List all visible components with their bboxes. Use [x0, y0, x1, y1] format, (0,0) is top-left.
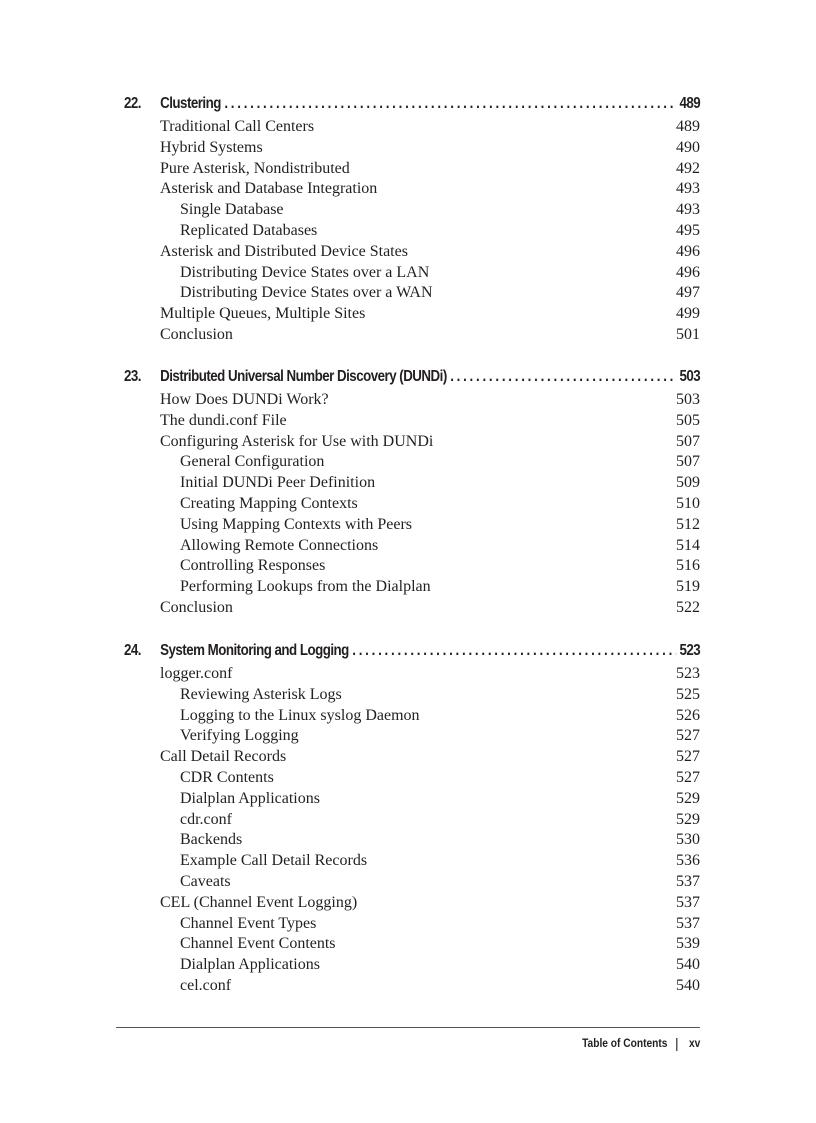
toc-entry[interactable]: [124, 494, 700, 515]
toc-entry[interactable]: [124, 179, 700, 200]
toc-entry[interactable]: [124, 221, 700, 242]
toc-entry-page: 507: [676, 432, 700, 450]
toc-entry[interactable]: [124, 685, 700, 706]
chapter-page: 489: [679, 95, 701, 112]
toc-entry[interactable]: [124, 473, 700, 494]
toc-entry-page: 496: [676, 242, 700, 260]
toc-entry-page: 496: [676, 263, 700, 281]
toc-entry-page: 507: [676, 453, 700, 471]
toc-entry-page: 492: [676, 159, 700, 177]
toc-entry[interactable]: [124, 598, 700, 619]
toc-entry[interactable]: [124, 411, 700, 432]
toc-entry[interactable]: [124, 872, 700, 893]
toc-entry-page: 497: [676, 284, 700, 302]
page-footer: [567, 1034, 700, 1052]
toc-entry[interactable]: [124, 242, 700, 263]
toc-entry-page: 514: [676, 536, 700, 554]
toc-entry[interactable]: [124, 914, 700, 935]
toc-entry[interactable]: [124, 976, 700, 997]
toc-entry-page: 490: [676, 138, 700, 156]
toc-entry-page: 529: [676, 789, 700, 807]
section-list: [124, 117, 700, 346]
toc-entry-page: 509: [676, 474, 700, 492]
toc-entry[interactable]: [124, 955, 700, 976]
toc-entry-page: 525: [676, 685, 700, 703]
toc-entry-page: 510: [676, 494, 700, 512]
footer-page-number: xv: [688, 1036, 700, 1050]
toc-entry-title: How Does DUNDi Work?: [160, 391, 329, 408]
toc-entry-title: Distributing Device States over a WAN: [180, 284, 433, 302]
toc-entry[interactable]: [124, 893, 700, 914]
toc-entry[interactable]: [124, 117, 700, 138]
toc-entry-page: 540: [676, 956, 700, 974]
toc-entry-page: 540: [676, 976, 700, 994]
chapter-23: [124, 367, 700, 619]
footer-rule: [116, 1027, 700, 1028]
toc-entry-page: 516: [676, 557, 700, 575]
chapter-title: Distributed Universal Number Discovery (DUNDi): [160, 368, 447, 385]
chapter-number: 23.: [124, 368, 141, 385]
toc-entry[interactable]: [124, 325, 700, 346]
toc-entry-title: Multiple Queues, Multiple Sites: [160, 305, 366, 323]
toc-entry[interactable]: [124, 283, 700, 304]
toc-entry-title: CDR Contents: [180, 768, 274, 786]
toc-entry[interactable]: [124, 556, 700, 577]
toc-entry-title: Conclusion: [160, 325, 233, 343]
toc-entry-title: Hybrid Systems: [160, 138, 263, 156]
toc-entry-page: 529: [676, 810, 700, 828]
toc-entry-title: Replicated Databases: [180, 221, 318, 239]
toc-entry[interactable]: [124, 515, 700, 536]
toc-entry[interactable]: [124, 747, 700, 768]
chapter-title: Clustering: [160, 95, 221, 112]
toc-entry-title: cel.conf: [180, 976, 232, 994]
toc-entry-title: Dialplan Applications: [180, 789, 320, 807]
toc-entry-page: 501: [676, 325, 700, 343]
toc-entry-title: General Configuration: [180, 453, 325, 471]
toc-entry-page: 539: [676, 935, 700, 953]
toc-entry-title: Initial DUNDi Peer Definition: [180, 474, 376, 492]
toc-entry-title: Reviewing Asterisk Logs: [180, 685, 342, 703]
toc-entry-title: Call Detail Records: [160, 748, 287, 766]
chapter-22: [124, 94, 700, 346]
toc-entry-page: 530: [676, 831, 700, 849]
toc-entry-page: 505: [676, 411, 700, 429]
toc-entry-title: Channel Event Types: [180, 914, 317, 932]
toc-entry-title: Caveats: [180, 872, 231, 890]
toc-entry-title: Configuring Asterisk for Use with DUNDi: [160, 432, 434, 450]
toc-entry-title: Single Database: [180, 201, 284, 219]
toc-entry[interactable]: [124, 768, 700, 789]
toc-entry[interactable]: [124, 664, 700, 685]
toc-entry-title: Distributing Device States over a LAN: [180, 263, 430, 281]
chapter-number: 24.: [124, 642, 141, 659]
toc-entry-title: logger.conf: [160, 665, 233, 682]
toc-entry[interactable]: [124, 159, 700, 180]
toc-entry-page: 526: [676, 706, 700, 724]
toc-entry-page: 527: [676, 748, 700, 766]
dot-leader: [450, 367, 676, 387]
toc-entry-title: Using Mapping Contexts with Peers: [180, 515, 412, 533]
toc-entry-page: 489: [676, 118, 700, 135]
toc-entry[interactable]: [124, 138, 700, 159]
toc-entry-page: 493: [676, 201, 700, 219]
toc-entry-page: 523: [676, 665, 700, 682]
toc-entry-title: Controlling Responses: [180, 557, 326, 575]
toc-entry[interactable]: [124, 851, 700, 872]
toc-entry-title: The dundi.conf File: [160, 411, 287, 429]
toc-entry-title: Dialplan Applications: [180, 956, 320, 974]
toc-entry-title: cdr.conf: [180, 810, 232, 828]
toc-entry-title: Verifying Logging: [180, 727, 299, 745]
toc-entry-page: 503: [676, 391, 700, 408]
toc-entry-title: Performing Lookups from the Dialplan: [180, 578, 431, 596]
toc-entry-title: CEL (Channel Event Logging): [160, 893, 358, 911]
toc-entry-title: Conclusion: [160, 598, 233, 616]
toc-entry[interactable]: [124, 934, 700, 955]
toc-entry-page: 493: [676, 180, 700, 198]
toc-entry-title: Example Call Detail Records: [180, 852, 368, 870]
footer-separator: |: [675, 1035, 679, 1051]
toc-entry-title: Pure Asterisk, Nondistributed: [160, 159, 350, 177]
dot-leader: [352, 641, 676, 661]
chapter-title: System Monitoring and Logging: [160, 642, 349, 659]
toc-entry[interactable]: [124, 706, 700, 727]
chapter-heading[interactable]: [124, 367, 700, 387]
chapter-heading[interactable]: [124, 641, 700, 661]
chapter-24: [124, 641, 700, 997]
toc-entry[interactable]: [124, 536, 700, 557]
toc-entry-page: 527: [676, 768, 700, 786]
toc-entry-page: 537: [676, 893, 700, 911]
toc-entry-title: Logging to the Linux syslog Daemon: [180, 706, 420, 724]
toc-entry-title: Channel Event Contents: [180, 935, 336, 953]
toc-entry[interactable]: [124, 200, 700, 221]
toc-entry[interactable]: [124, 452, 700, 473]
toc-entry-title: Creating Mapping Contexts: [180, 494, 358, 512]
toc-entry-title: Backends: [180, 831, 243, 849]
chapter-page: 503: [679, 368, 701, 385]
toc-entry-page: 537: [676, 872, 700, 890]
toc-entry[interactable]: [124, 390, 700, 411]
toc-entry-title: Asterisk and Database Integration: [160, 180, 378, 198]
toc-entry[interactable]: [124, 304, 700, 325]
toc-entry-page: 527: [676, 727, 700, 745]
chapter-number: 22.: [124, 95, 141, 112]
chapter-heading[interactable]: [124, 94, 700, 114]
toc-entry[interactable]: [124, 810, 700, 831]
toc-entry-page: 499: [676, 305, 700, 323]
toc-entry[interactable]: [124, 789, 700, 810]
toc-entry[interactable]: [124, 432, 700, 453]
toc-entry-page: 537: [676, 914, 700, 932]
toc-entry-title: Allowing Remote Connections: [180, 536, 379, 554]
toc-entry-title: Asterisk and Distributed Device States: [160, 242, 408, 260]
footer-section-label: Table of Contents: [581, 1036, 667, 1050]
toc-entry[interactable]: [124, 726, 700, 747]
section-list: [124, 664, 700, 997]
toc-entry-page: 519: [676, 578, 700, 596]
toc-entry[interactable]: [124, 577, 700, 598]
toc-entry[interactable]: [124, 263, 700, 284]
toc-entry-page: 522: [676, 598, 700, 616]
section-list: [124, 390, 700, 619]
toc-entry[interactable]: [124, 830, 700, 851]
toc-entry-page: 512: [676, 515, 700, 533]
toc-entry-page: 495: [676, 221, 700, 239]
dot-leader: [224, 94, 676, 114]
toc-entry-page: 536: [676, 852, 700, 870]
chapter-page: 523: [679, 642, 701, 659]
toc-entry-title: Traditional Call Centers: [160, 118, 315, 135]
